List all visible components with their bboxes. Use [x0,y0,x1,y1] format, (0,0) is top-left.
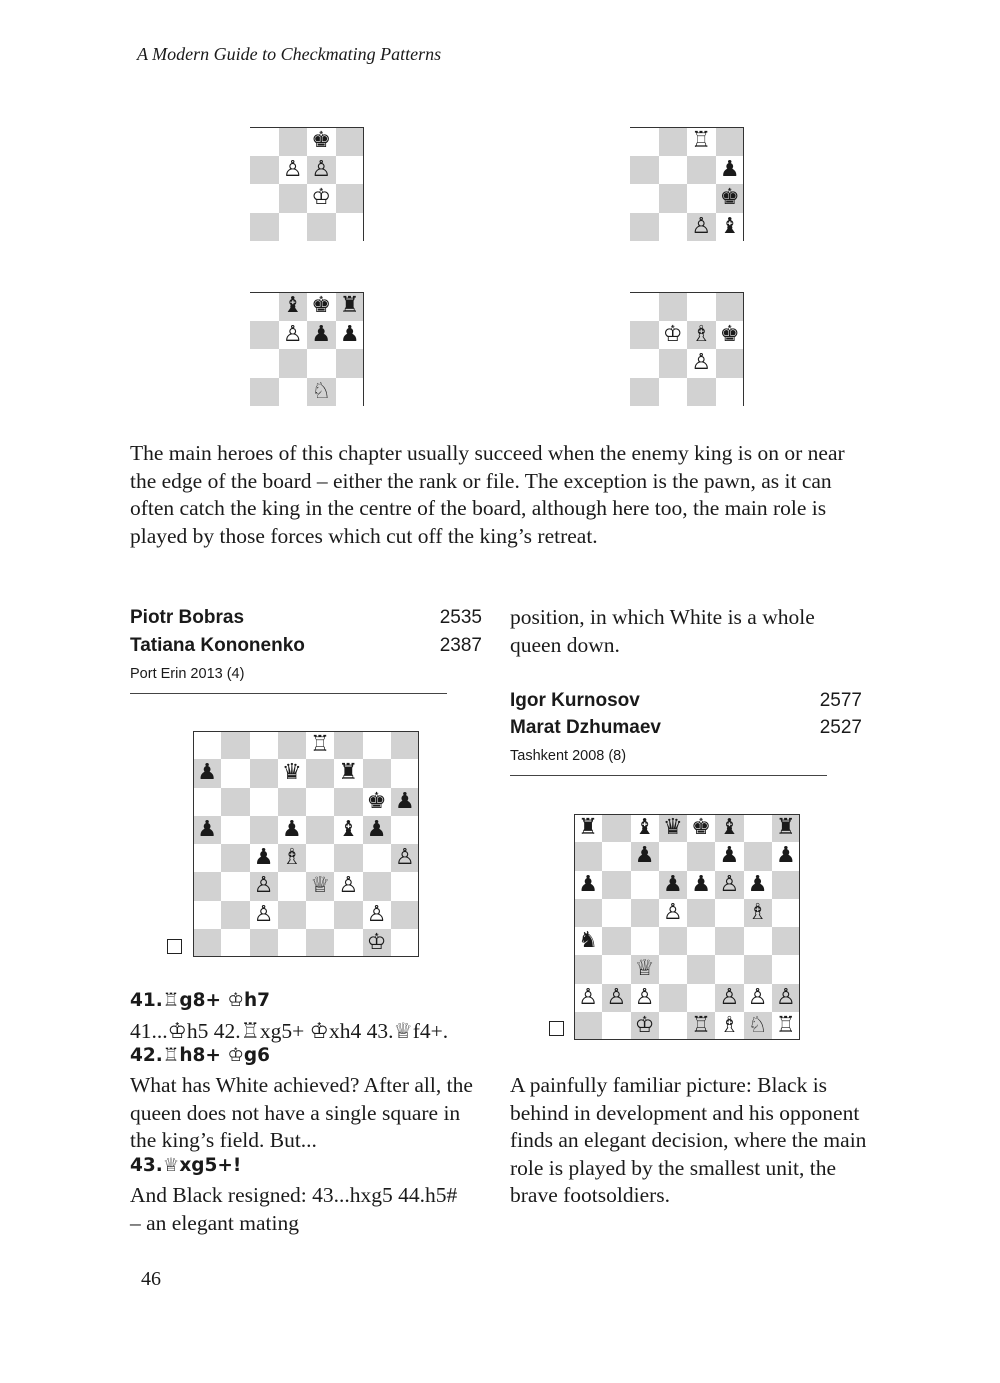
board-square [334,788,362,816]
page-number: 46 [141,1268,161,1290]
game2-black-player: Marat Dzhumaev [510,717,661,738]
board-square [279,378,308,407]
board-square [631,899,659,927]
board-square [630,156,659,185]
chess-piece-square: ♜ [578,815,598,841]
board-square [306,788,334,816]
board-square [193,901,221,929]
board-square [221,731,249,759]
chess-piece-square: ♖ [687,1012,715,1040]
pattern-diagram-2 [630,127,744,241]
chess-piece-square: ♛ [659,814,687,842]
game2-event: Tashkent 2008 (8) [510,748,627,764]
board-square [602,927,630,955]
chess-piece-square: ♗ [719,1012,740,1038]
chess-piece-square: ♟ [193,816,221,844]
board-square [602,1012,630,1040]
chess-piece-square: ♕ [631,955,659,983]
board-square [221,816,249,844]
board-square [659,955,687,983]
board-square [659,927,687,955]
board-square [659,213,688,242]
pattern-diagram-1 [250,127,364,241]
board-square [221,929,249,957]
board-square [250,788,278,816]
board-square [391,816,419,844]
board-square [687,184,716,213]
chess-piece-square: ♞ [578,928,598,954]
board-square [716,349,745,378]
board-square [307,349,336,378]
chess-piece-square: ♙ [282,156,303,182]
board-square [306,759,334,787]
chess-piece-square: ♙ [772,984,800,1012]
board-square [602,955,630,983]
board-square [744,927,772,955]
chess-piece-square: ♙ [578,984,598,1010]
board-square [715,955,743,983]
board-square [630,349,659,378]
board-square [391,731,419,759]
chess-piece-square: ♟ [363,816,391,844]
game1-continuation: position, in which White is a whole queen down. [510,605,815,657]
board-square [391,929,419,957]
board-square [574,899,602,927]
pattern-diagram-4 [630,292,744,406]
chess-piece-square: ♝ [719,213,740,239]
intro-paragraph: The main heroes of this chapter usually succeed when the enemy king is on or near the edge of the board – either the rank or file. The exception is the pawn, as it can often catch the king in the centre of the board, although here too, the main role is played by those forces which cut off the king’s retreat. [130,441,845,548]
board-square [336,349,365,378]
board-square [193,788,221,816]
chess-piece-square: ♟ [253,845,274,871]
board-square [336,378,365,407]
board-square [250,184,279,213]
board-square [221,759,249,787]
board-square [363,731,391,759]
board-square [659,1012,687,1040]
board-square [250,321,279,350]
board-square [602,871,630,899]
chess-piece-square: ♖ [310,732,330,758]
board-square [772,927,800,955]
board-right-edge [363,292,364,406]
chess-piece-square: ♟ [776,843,796,869]
board-square [278,731,306,759]
white-to-move-marker-2 [549,1021,564,1036]
chess-piece-square: ♟ [631,842,659,870]
board-square [250,292,279,321]
board-square [659,842,687,870]
board-square [391,901,419,929]
chess-piece-square: ♙ [602,984,630,1012]
board-square [772,899,800,927]
game2-header [510,690,862,764]
chess-piece-square: ♝ [634,815,655,841]
chess-piece-square: ♚ [366,788,387,814]
board-square [687,292,716,321]
chess-piece-square: ♚ [691,815,711,841]
board-square [278,872,306,900]
board-square [250,731,278,759]
board-square [336,184,365,213]
board-square [221,788,249,816]
board-top-edge [630,127,744,128]
chess-piece-square: ♔ [311,185,332,211]
chess-piece-square: ♟ [719,156,740,182]
game2-black-rating: 2527 [819,717,862,738]
board-square [278,788,306,816]
board-square [744,955,772,983]
chess-piece-square: ♔ [662,321,683,347]
board-square [715,899,743,927]
chess-piece-square: ♙ [391,844,419,872]
board-square [602,842,630,870]
board-square [715,927,743,955]
white-to-move-marker [167,939,182,954]
game1-white-player: Piotr Bobras [130,607,245,628]
chess-piece-square: ♔ [363,929,391,957]
chess-piece-square: ♙ [634,984,655,1010]
game1-rule [130,693,447,694]
game2-white-player: Igor Kurnosov [510,690,640,711]
chess-piece-square: ♗ [278,844,306,872]
board-square [630,213,659,242]
chess-piece-square: ♙ [282,321,303,347]
chess-piece-square: ♙ [691,350,712,376]
running-title: A Modern Guide to Checkmating Patterns [137,44,442,64]
board-square [221,872,249,900]
board-square [193,731,221,759]
chess-piece-square: ♜ [338,760,359,786]
chess-piece-square: ♟ [747,871,768,897]
chess-piece-square: ♗ [687,321,716,350]
board-square [659,127,688,156]
chess-piece-square: ♚ [311,293,332,319]
board-square [334,929,362,957]
board-square [687,927,715,955]
board-square [716,378,745,407]
board-square [250,816,278,844]
board-square [630,127,659,156]
chess-piece-square: ♙ [663,899,683,925]
chess-piece-square: ♙ [747,984,768,1010]
chess-piece-square: ♘ [307,378,336,407]
chess-piece-square: ♖ [691,128,712,154]
game2-rule [510,775,827,776]
board-square [687,842,715,870]
board-square [363,844,391,872]
game1-event: Port Erin 2013 (4) [130,666,245,682]
board-square [631,871,659,899]
board-square [716,292,745,321]
chess-piece-square: ♙ [253,901,274,927]
board-square [336,127,365,156]
chess-piece-square: ♜ [772,814,800,842]
board-square [659,156,688,185]
chess-piece-square: ♟ [659,871,687,899]
board-square [279,213,308,242]
board-square [306,816,334,844]
board-square [334,731,362,759]
board-top-edge [630,292,744,293]
chess-piece-square: ♟ [578,871,598,897]
board-square [659,378,688,407]
game2-board [574,814,800,1040]
board-square [250,759,278,787]
board-square [744,842,772,870]
chess-piece-square: ♔ [631,1012,659,1040]
board-square [659,349,688,378]
board-square [716,127,745,156]
board-square [306,929,334,957]
board-square [193,844,221,872]
chess-piece-square: ♙ [715,871,743,899]
board-square [631,927,659,955]
chess-piece-square: ♟ [339,321,360,347]
board-square [630,292,659,321]
board-square [391,872,419,900]
board-square [659,184,688,213]
board-square [334,901,362,929]
chess-piece-square: ♙ [250,872,278,900]
chess-piece-square: ♙ [366,901,387,927]
chess-piece-square: ♟ [307,321,336,350]
board-square [336,213,365,242]
board-square [772,871,800,899]
board-square [602,899,630,927]
chess-piece-square: ♚ [311,128,332,154]
chess-piece-square: ♕ [306,872,334,900]
board-square [602,814,630,842]
note-42: What has White achieved? After all, the queen does not have a single square in the king’s field. But... [130,1073,473,1152]
board-square [250,127,279,156]
chess-piece-square: ♚ [716,184,745,213]
board-square [391,759,419,787]
chess-piece-square: ♙ [338,873,359,899]
chess-piece-square: ♝ [715,814,743,842]
board-right-edge [363,127,364,241]
chess-piece-square: ♘ [744,1012,772,1040]
board-square [574,1012,602,1040]
move-42: 42.♖h8+ ♔g6 [130,1045,271,1066]
game1-black-player: Tatiana Kononenko [130,635,305,656]
board-square [307,213,336,242]
board-square [363,759,391,787]
board-square [250,929,278,957]
board-square [334,844,362,872]
game1-black-rating: 2387 [439,635,482,656]
chess-piece-square: ♟ [193,759,221,787]
chess-piece-square: ♟ [391,788,419,816]
note-43: And Black resigned: 43...hxg5 44.h5# – an elegant mating [130,1183,458,1235]
chess-piece-square: ♟ [691,871,711,897]
chess-piece-square: ♛ [282,760,302,786]
board-square [687,899,715,927]
board-square [221,901,249,929]
chess-piece-square: ♖ [776,1012,796,1038]
game1-board [193,731,419,957]
board-square [221,844,249,872]
board-square [278,929,306,957]
note-41: 41...♔h5 42.♖xg5+ ♔xh4 43.♕f4+. [130,1019,449,1043]
board-square [659,292,688,321]
board-square [250,378,279,407]
board-square [687,984,715,1012]
board-square [336,156,365,185]
chess-piece-square: ♟ [282,816,302,842]
board-square [278,901,306,929]
board-right-edge [743,127,744,241]
board-square [630,378,659,407]
board-square [306,901,334,929]
board-square [574,955,602,983]
pattern-diagram-3 [250,292,364,406]
game2-white-rating: 2577 [819,690,862,711]
board-square [659,984,687,1012]
board-square [279,184,308,213]
game1-header [130,607,482,682]
move-41: 41.♖g8+ ♔h7 [130,990,271,1011]
board-square [630,184,659,213]
move-43: 43.♕xg5+! [130,1155,242,1176]
board-square [306,844,334,872]
board-square [744,814,772,842]
board-square [574,842,602,870]
board-square [363,872,391,900]
board-square [279,127,308,156]
board-right-edge [743,292,744,406]
chess-piece-square: ♙ [687,213,716,242]
board-square [193,872,221,900]
board-top-edge [250,127,364,128]
board-square [250,213,279,242]
board-square [687,378,716,407]
board-square [772,955,800,983]
chess-piece-square: ♙ [307,156,336,185]
chess-piece-square: ♝ [279,292,308,321]
chess-piece-square: ♝ [338,816,359,842]
board-square [250,349,279,378]
board-top-edge [250,292,364,293]
board-square [250,156,279,185]
chess-piece-square: ♙ [715,984,743,1012]
board-square [279,349,308,378]
board-square [193,929,221,957]
board-square [630,321,659,350]
chess-piece-square: ♗ [744,899,772,927]
chess-piece-square: ♜ [336,292,365,321]
board-square [687,156,716,185]
chess-piece-square: ♚ [719,321,740,347]
board-square [687,955,715,983]
game1-white-rating: 2535 [439,607,482,628]
game2-comment: A painfully familiar picture: Black is behind in development and his opponent finds an elegant decision, where the main role is played by the smallest unit, the brave footsoldiers. [510,1073,867,1207]
chess-piece-square: ♟ [719,843,740,869]
